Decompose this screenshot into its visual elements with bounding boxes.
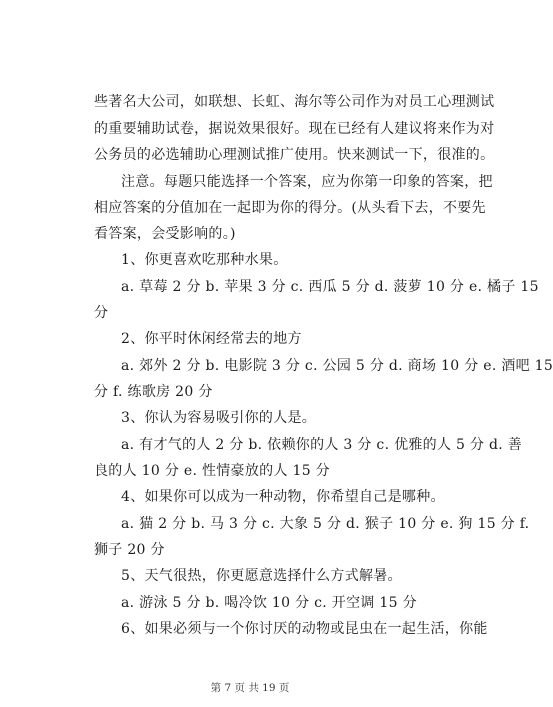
question-line: 4、如果你可以成为一种动物，你希望自己是哪种。 <box>121 489 445 505</box>
body-line: 相应答案的分值加在一起即为你的得分。(从头看下去，不要先 <box>94 200 486 216</box>
options-line: a. 郊外 2 分 b. 电影院 3 分 c. 公园 5 分 d. 商场 10 分 e. 酒吧 15 <box>121 358 553 374</box>
body-line: 看答案，会受影响的。) <box>94 226 236 242</box>
question-line: 6、如果必须与一个你讨厌的动物或昆虫在一起生活，你能 <box>121 621 488 637</box>
page-footer: 第 7 页 共 19 页 <box>210 682 290 694</box>
question-line: 5、天气很热，你更愿意选择什么方式解暑。 <box>121 568 402 584</box>
options-line: a. 游泳 5 分 b. 喝冷饮 10 分 c. 开空调 15 分 <box>121 595 417 611</box>
options-line: 分 f. 练歌房 20 分 <box>94 384 213 400</box>
options-line: a. 草莓 2 分 b. 苹果 3 分 c. 西瓜 5 分 d. 菠萝 10 分 e. 橘子 15 <box>121 279 539 295</box>
question-line: 2、你平时休闲经常去的地方 <box>121 331 302 347</box>
options-line: 良的人 10 分 e. 性情豪放的人 15 分 <box>94 463 330 479</box>
body-line: 公务员的必选辅助心理测试推广使用。快来测试一下，很准的。 <box>94 147 495 163</box>
question-line: 3、你认为容易吸引你的人是。 <box>121 410 317 426</box>
body-line: 些著名大公司，如联想、长虹、海尔等公司作为对员工心理测试 <box>94 94 495 110</box>
body-line: 注意。每题只能选择一个答案，应为你第一印象的答案，把 <box>121 174 493 190</box>
body-line: 的重要辅助试卷，据说效果很好。现在已经有人建议将来作为对 <box>94 121 495 137</box>
options-line: 狮子 20 分 <box>94 542 165 558</box>
options-line: a. 有才气的人 2 分 b. 依赖你的人 3 分 c. 优雅的人 5 分 d. 善 <box>121 437 523 453</box>
options-line: a. 猫 2 分 b. 马 3 分 c. 大象 5 分 d. 猴子 10 分 e. 狗 15 分 f. <box>121 516 530 532</box>
options-line: 分 <box>94 305 109 321</box>
question-line: 1、你更喜欢吃那种水果。 <box>121 252 288 268</box>
